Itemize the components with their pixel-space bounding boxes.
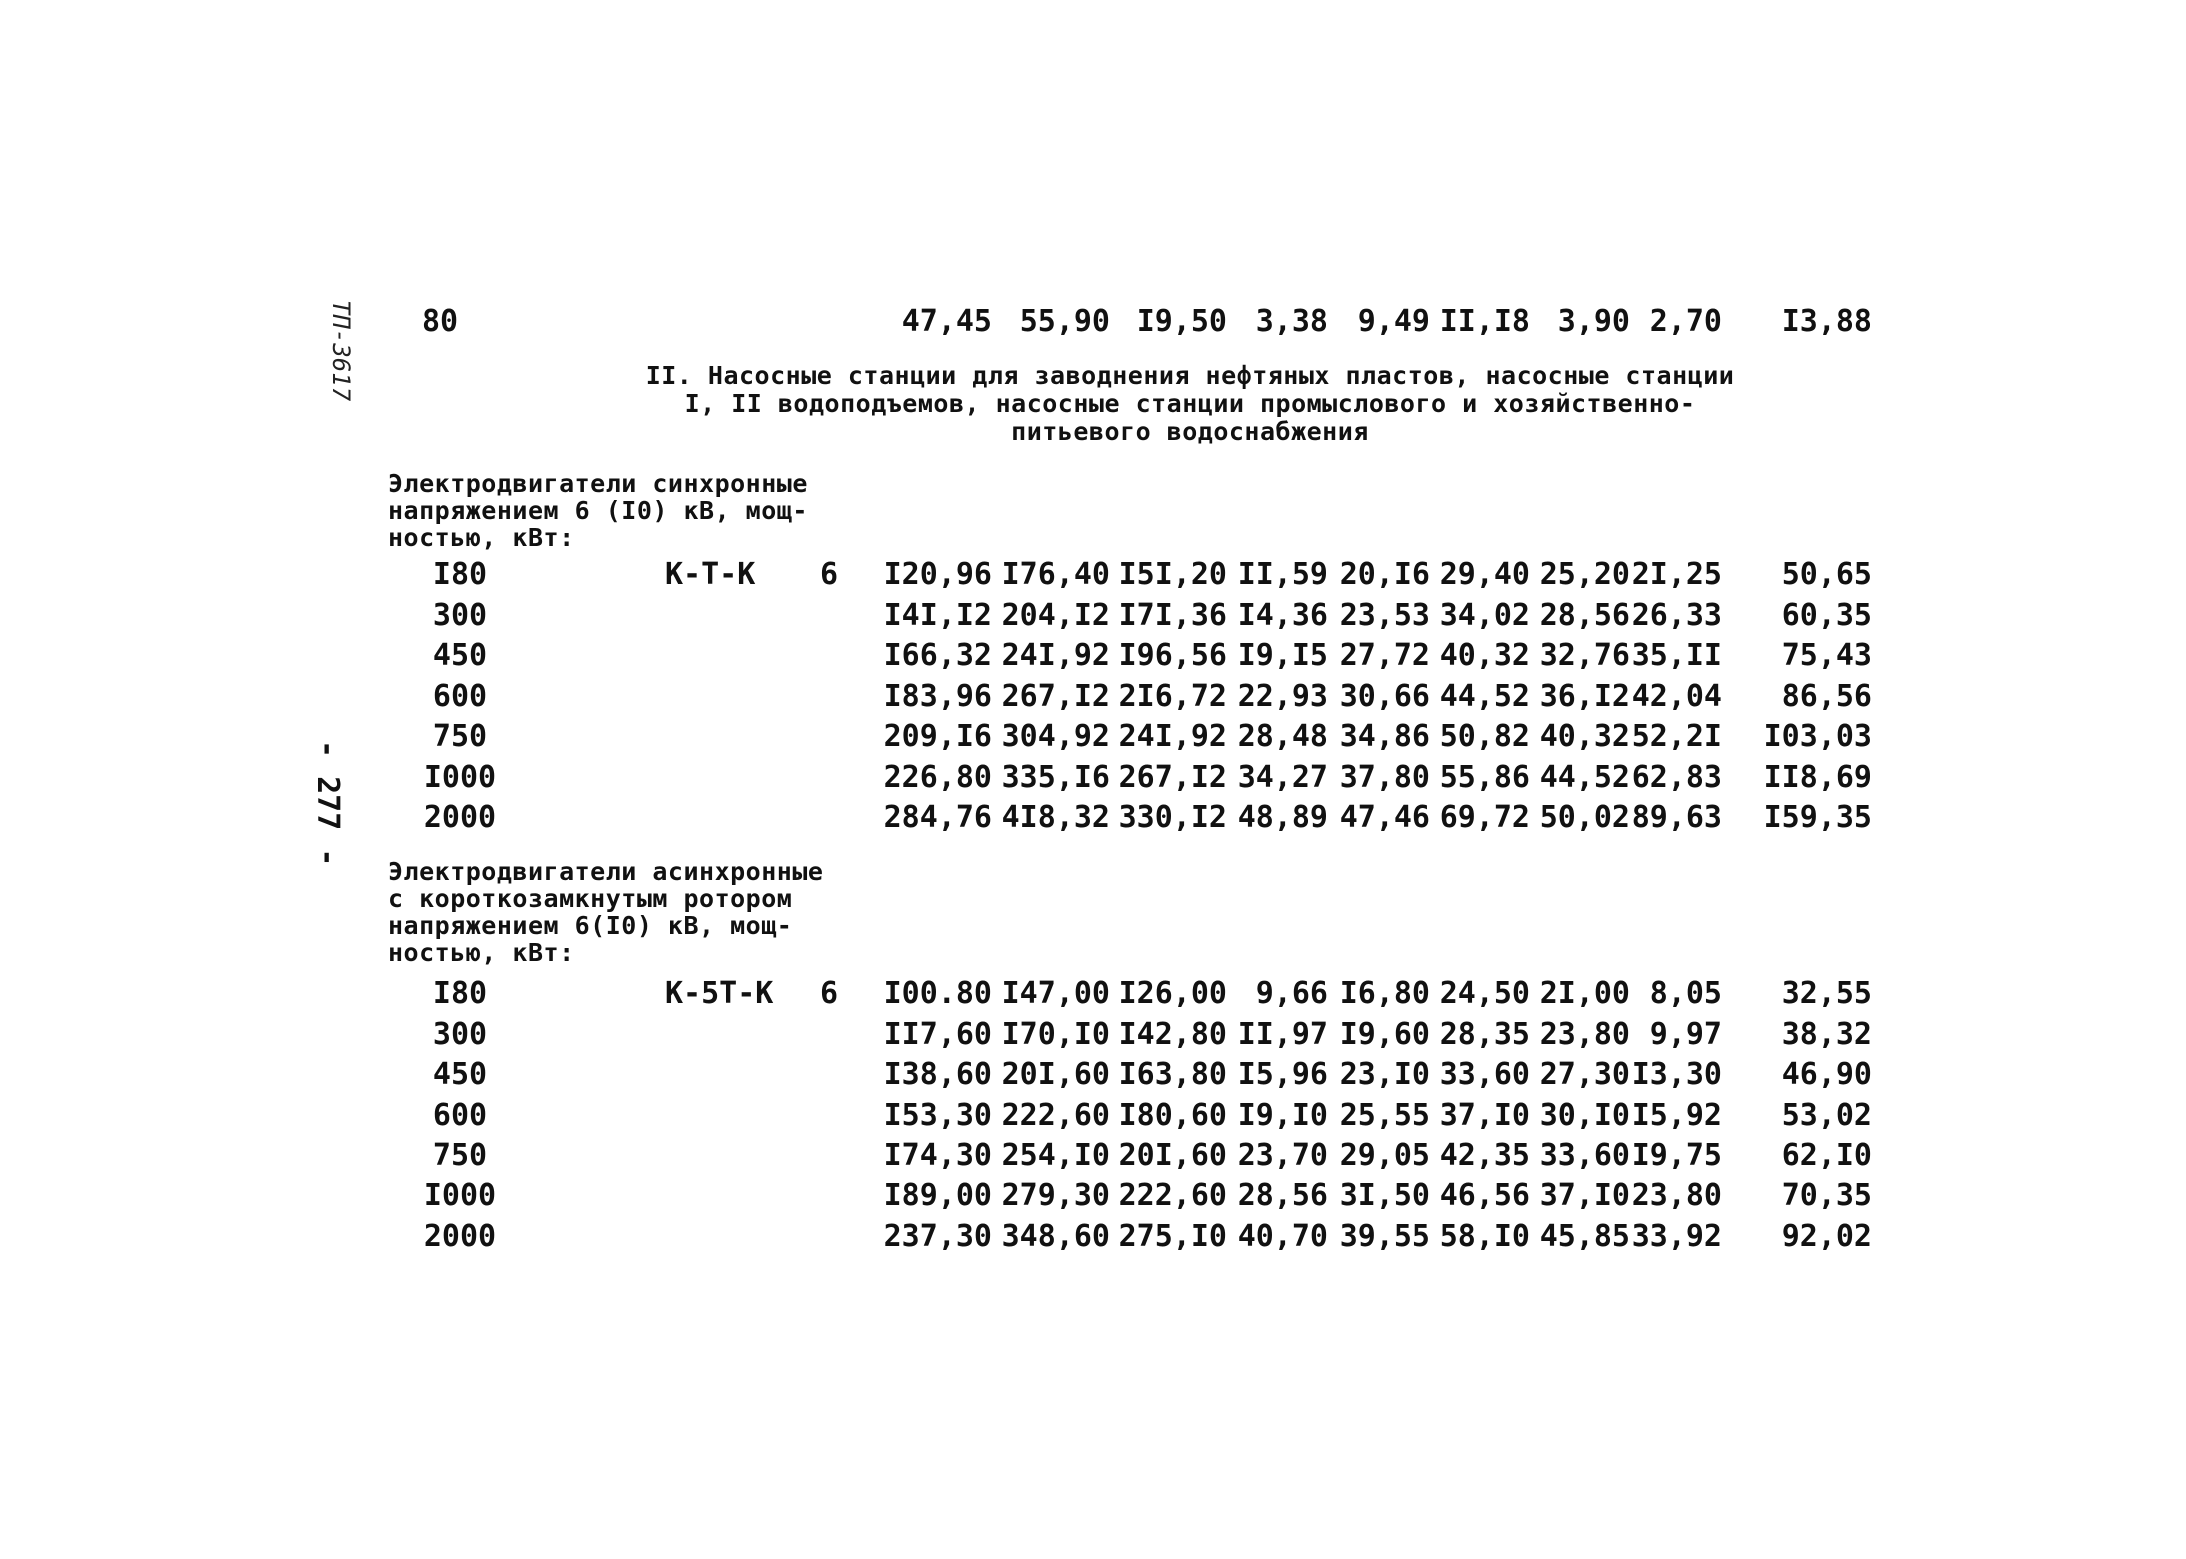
value-cell: 3,90 bbox=[1557, 304, 1630, 339]
power-cell: 600 bbox=[432, 679, 488, 714]
value-cell: 37,I0 bbox=[1539, 1178, 1630, 1213]
value-cell: 48,89 bbox=[1237, 800, 1328, 835]
value-cell: 25,55 bbox=[1339, 1098, 1430, 1133]
value-cell: I4I,I2 bbox=[883, 598, 992, 633]
value-cell: 55,86 bbox=[1439, 760, 1530, 795]
value-cell: I3,30 bbox=[1631, 1057, 1722, 1092]
value-cell: 237,30 bbox=[883, 1219, 992, 1254]
value-cell: II,59 bbox=[1237, 557, 1328, 592]
value-cell: 23,I0 bbox=[1339, 1057, 1430, 1092]
value-cell: 60,35 bbox=[1781, 598, 1872, 633]
table-row bbox=[0, 302, 2186, 342]
value-cell: I7I,36 bbox=[1118, 598, 1227, 633]
value-cell: 20,I6 bbox=[1339, 557, 1430, 592]
value-cell: 24I,92 bbox=[1001, 638, 1110, 673]
value-cell: 33,92 bbox=[1631, 1219, 1722, 1254]
value-cell: 62,I0 bbox=[1781, 1138, 1872, 1173]
power-cell: 750 bbox=[432, 719, 488, 754]
power-cell: I000 bbox=[423, 1178, 497, 1213]
value-cell: 37,80 bbox=[1339, 760, 1430, 795]
value-cell: 20I,60 bbox=[1001, 1057, 1110, 1092]
value-cell: 24I,92 bbox=[1118, 719, 1227, 754]
value-cell: I00.80 bbox=[883, 976, 992, 1011]
value-cell: I83,96 bbox=[883, 679, 992, 714]
value-cell: 40,32 bbox=[1539, 719, 1630, 754]
table-row bbox=[0, 1136, 2186, 1176]
value-cell: II,97 bbox=[1237, 1017, 1328, 1052]
value-cell: 20I,60 bbox=[1118, 1138, 1227, 1173]
power-cell: 450 bbox=[432, 1057, 488, 1092]
value-cell: 28,56 bbox=[1237, 1178, 1328, 1213]
value-cell: 222,60 bbox=[1118, 1178, 1227, 1213]
value-cell: 26,33 bbox=[1631, 598, 1722, 633]
value-cell: I5,92 bbox=[1631, 1098, 1722, 1133]
value-cell: I9,50 bbox=[1136, 304, 1227, 339]
value-cell: 89,63 bbox=[1631, 800, 1722, 835]
value-cell: I9,I5 bbox=[1237, 638, 1328, 673]
value-cell: I9,75 bbox=[1631, 1138, 1722, 1173]
value-cell: 62,83 bbox=[1631, 760, 1722, 795]
power-cell: 750 bbox=[432, 1138, 488, 1173]
value-cell: 23,80 bbox=[1631, 1178, 1722, 1213]
value-cell: I6,80 bbox=[1339, 976, 1430, 1011]
value-cell: 44,52 bbox=[1539, 760, 1630, 795]
table-row bbox=[0, 798, 2186, 838]
value-cell: I96,56 bbox=[1118, 638, 1227, 673]
value-cell: 267,I2 bbox=[1001, 679, 1110, 714]
value-cell: 23,70 bbox=[1237, 1138, 1328, 1173]
power-cell: 2000 bbox=[423, 800, 497, 835]
value-cell: 40,32 bbox=[1439, 638, 1530, 673]
value-cell: 2,70 bbox=[1649, 304, 1722, 339]
value-cell: 30,I0 bbox=[1539, 1098, 1630, 1133]
value-cell: 33,60 bbox=[1439, 1057, 1530, 1092]
value-cell: 9,49 bbox=[1357, 304, 1430, 339]
value-cell: 2I,00 bbox=[1539, 976, 1630, 1011]
value-cell: 3,38 bbox=[1255, 304, 1328, 339]
value-cell: 28,48 bbox=[1237, 719, 1328, 754]
value-cell: II7,60 bbox=[883, 1017, 992, 1052]
value-cell: 50,82 bbox=[1439, 719, 1530, 754]
section-title: II. Насосные станции для заводнения нефтяных пластов, насосные станции I, II водоподъемов, насосные станции промыслового и хозяйственно- питьевого водоснабжения bbox=[645, 361, 1735, 446]
value-cell: 28,35 bbox=[1439, 1017, 1530, 1052]
document-code: ТП-3617 bbox=[327, 300, 355, 402]
page-number: - 277 - bbox=[310, 740, 345, 867]
value-cell: I76,40 bbox=[1001, 557, 1110, 592]
value-cell: 23,80 bbox=[1539, 1017, 1630, 1052]
value-cell: 204,I2 bbox=[1001, 598, 1110, 633]
voltage-cell: 6 bbox=[819, 557, 838, 592]
value-cell: I66,32 bbox=[883, 638, 992, 673]
power-cell: 600 bbox=[432, 1098, 488, 1133]
table-row bbox=[0, 1217, 2186, 1257]
table-row bbox=[0, 1055, 2186, 1095]
value-cell: 28,56 bbox=[1539, 598, 1630, 633]
table-row bbox=[0, 1015, 2186, 1055]
value-cell: 92,02 bbox=[1781, 1219, 1872, 1254]
value-cell: II,I8 bbox=[1439, 304, 1530, 339]
value-cell: 70,35 bbox=[1781, 1178, 1872, 1213]
value-cell: 330,I2 bbox=[1118, 800, 1227, 835]
value-cell: I9,60 bbox=[1339, 1017, 1430, 1052]
value-cell: 40,70 bbox=[1237, 1219, 1328, 1254]
value-cell: I26,00 bbox=[1118, 976, 1227, 1011]
value-cell: I80,60 bbox=[1118, 1098, 1227, 1133]
value-cell: 46,56 bbox=[1439, 1178, 1530, 1213]
value-cell: I70,I0 bbox=[1001, 1017, 1110, 1052]
value-cell: II8,69 bbox=[1763, 760, 1872, 795]
power-cell: 300 bbox=[432, 1017, 488, 1052]
value-cell: I20,96 bbox=[883, 557, 992, 592]
value-cell: 3I,50 bbox=[1339, 1178, 1430, 1213]
value-cell: 4I8,32 bbox=[1001, 800, 1110, 835]
value-cell: 284,76 bbox=[883, 800, 992, 835]
value-cell: 37,I0 bbox=[1439, 1098, 1530, 1133]
value-cell: 304,92 bbox=[1001, 719, 1110, 754]
value-cell: 22,93 bbox=[1237, 679, 1328, 714]
table-row bbox=[0, 596, 2186, 636]
value-cell: 52,2I bbox=[1631, 719, 1722, 754]
value-cell: 30,66 bbox=[1339, 679, 1430, 714]
group-heading-asynchronous: Электродвигатели асинхронные с короткозамкнутым ротором напряжением 6(I0) кВ, мощ- ностью, кВт: bbox=[388, 857, 824, 967]
table-row bbox=[0, 677, 2186, 717]
value-cell: I5,96 bbox=[1237, 1057, 1328, 1092]
value-cell: 2I6,72 bbox=[1118, 679, 1227, 714]
value-cell: 348,60 bbox=[1001, 1219, 1110, 1254]
value-cell: 47,45 bbox=[901, 304, 992, 339]
value-cell: 32,55 bbox=[1781, 976, 1872, 1011]
table-row bbox=[0, 1096, 2186, 1136]
value-cell: I42,80 bbox=[1118, 1017, 1227, 1052]
value-cell: I5I,20 bbox=[1118, 557, 1227, 592]
power-cell: I80 bbox=[432, 976, 488, 1011]
value-cell: I89,00 bbox=[883, 1178, 992, 1213]
value-cell: 34,02 bbox=[1439, 598, 1530, 633]
power-cell: 300 bbox=[432, 598, 488, 633]
value-cell: 75,43 bbox=[1781, 638, 1872, 673]
code-cell: К-5Т-К bbox=[665, 976, 774, 1011]
table-row bbox=[0, 717, 2186, 757]
group-heading-synchronous: Электродвигатели синхронные напряжением 6 (I0) кВ, мощ- ностью, кВт: bbox=[388, 469, 808, 552]
value-cell: 58,I0 bbox=[1439, 1219, 1530, 1254]
value-cell: 226,80 bbox=[883, 760, 992, 795]
value-cell: 8,05 bbox=[1649, 976, 1722, 1011]
value-cell: 34,27 bbox=[1237, 760, 1328, 795]
value-cell: 42,04 bbox=[1631, 679, 1722, 714]
value-cell: 275,I0 bbox=[1118, 1219, 1227, 1254]
power-cell: 80 bbox=[421, 304, 459, 339]
value-cell: I74,30 bbox=[883, 1138, 992, 1173]
table-row bbox=[0, 758, 2186, 798]
power-cell: I000 bbox=[423, 760, 497, 795]
power-cell: 2000 bbox=[423, 1219, 497, 1254]
value-cell: 27,72 bbox=[1339, 638, 1430, 673]
value-cell: 45,85 bbox=[1539, 1219, 1630, 1254]
value-cell: 46,90 bbox=[1781, 1057, 1872, 1092]
table-row bbox=[0, 636, 2186, 676]
value-cell: 9,97 bbox=[1649, 1017, 1722, 1052]
value-cell: 44,52 bbox=[1439, 679, 1530, 714]
value-cell: 267,I2 bbox=[1118, 760, 1227, 795]
value-cell: I3,88 bbox=[1781, 304, 1872, 339]
value-cell: I4,36 bbox=[1237, 598, 1328, 633]
voltage-cell: 6 bbox=[819, 976, 838, 1011]
value-cell: 23,53 bbox=[1339, 598, 1430, 633]
value-cell: 33,60 bbox=[1539, 1138, 1630, 1173]
value-cell: 39,55 bbox=[1339, 1219, 1430, 1254]
value-cell: 38,32 bbox=[1781, 1017, 1872, 1052]
value-cell: 254,I0 bbox=[1001, 1138, 1110, 1173]
code-cell: К-Т-К bbox=[665, 557, 756, 592]
value-cell: 32,76 bbox=[1539, 638, 1630, 673]
value-cell: 47,46 bbox=[1339, 800, 1430, 835]
power-cell: 450 bbox=[432, 638, 488, 673]
table-row bbox=[0, 555, 2186, 595]
value-cell: I9,I0 bbox=[1237, 1098, 1328, 1133]
value-cell: I59,35 bbox=[1763, 800, 1872, 835]
value-cell: I38,60 bbox=[883, 1057, 992, 1092]
value-cell: 50,65 bbox=[1781, 557, 1872, 592]
value-cell: 2I,25 bbox=[1631, 557, 1722, 592]
value-cell: 36,I2 bbox=[1539, 679, 1630, 714]
value-cell: 25,20 bbox=[1539, 557, 1630, 592]
value-cell: 53,02 bbox=[1781, 1098, 1872, 1133]
table-row bbox=[0, 974, 2186, 1014]
value-cell: 335,I6 bbox=[1001, 760, 1110, 795]
value-cell: 222,60 bbox=[1001, 1098, 1110, 1133]
value-cell: I53,30 bbox=[883, 1098, 992, 1133]
value-cell: I47,00 bbox=[1001, 976, 1110, 1011]
value-cell: 279,30 bbox=[1001, 1178, 1110, 1213]
value-cell: 69,72 bbox=[1439, 800, 1530, 835]
value-cell: 24,50 bbox=[1439, 976, 1530, 1011]
value-cell: 55,90 bbox=[1019, 304, 1110, 339]
value-cell: 209,I6 bbox=[883, 719, 992, 754]
value-cell: 50,02 bbox=[1539, 800, 1630, 835]
value-cell: I03,03 bbox=[1763, 719, 1872, 754]
value-cell: 29,40 bbox=[1439, 557, 1530, 592]
value-cell: 42,35 bbox=[1439, 1138, 1530, 1173]
value-cell: 86,56 bbox=[1781, 679, 1872, 714]
value-cell: I63,80 bbox=[1118, 1057, 1227, 1092]
value-cell: 9,66 bbox=[1255, 976, 1328, 1011]
table-row bbox=[0, 1176, 2186, 1216]
value-cell: 35,II bbox=[1631, 638, 1722, 673]
value-cell: 34,86 bbox=[1339, 719, 1430, 754]
power-cell: I80 bbox=[432, 557, 488, 592]
value-cell: 27,30 bbox=[1539, 1057, 1630, 1092]
value-cell: 29,05 bbox=[1339, 1138, 1430, 1173]
